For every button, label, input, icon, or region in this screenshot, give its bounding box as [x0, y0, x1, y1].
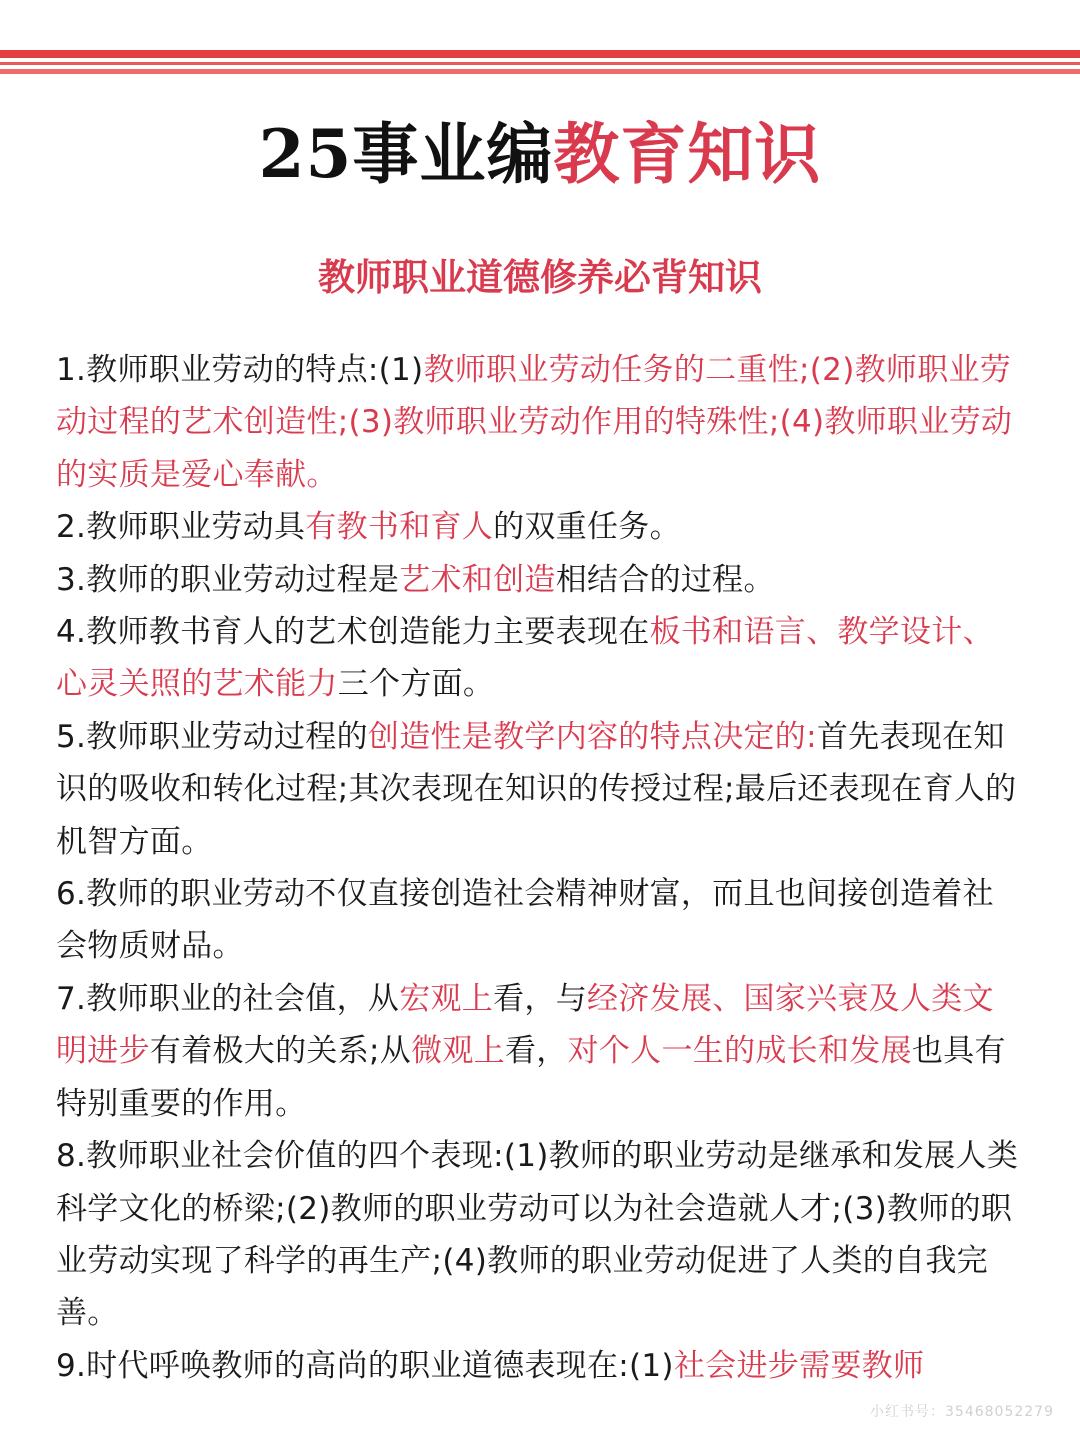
list-item — [56, 711, 1024, 868]
item-text: 6.教师的职业劳动不仅直接创造社会精神财富，而且也间接创造着社会物质财品。 — [56, 876, 994, 965]
item-text: 3.教师的职业劳动过程是 — [56, 561, 400, 598]
red-stripe — [0, 50, 1080, 58]
item-text: 有着极大的关系;从 — [149, 1033, 412, 1070]
list-item — [56, 973, 1024, 1130]
list-item — [56, 868, 1024, 973]
item-text: 1.教师职业劳动的特点:(1) — [56, 352, 424, 388]
page-title — [0, 112, 1080, 196]
list-item — [56, 606, 1024, 711]
red-stripe — [0, 62, 1080, 65]
item-text: 相结合的过程。 — [555, 561, 775, 598]
list-item — [56, 1340, 1024, 1392]
item-text: 9.时代呼唤教师的高尚的职业道德表现在:(1) — [56, 1347, 674, 1384]
item-highlight: 社会进步需要教师 — [673, 1347, 925, 1384]
item-highlight: 微观上 — [411, 1033, 505, 1070]
item-text: 首先表现在知识的吸收和转化过程;其次表现在知识的传授过程;最后还表现在育人的机智方面。 — [56, 718, 1017, 860]
item-highlight: 宏观上 — [399, 980, 494, 1017]
list-item — [56, 344, 1024, 501]
item-text: 的双重任务。 — [493, 509, 681, 546]
title-red-part: 教育知识 — [553, 115, 822, 193]
item-text: 2.教师职业劳动具 — [56, 509, 306, 546]
item-text: 也具有特别重要的作用。 — [56, 1033, 1006, 1122]
item-highlight: 板书和语言、教学设计、心灵关照的艺术能力 — [56, 614, 994, 703]
list-item — [56, 501, 1024, 553]
item-highlight: 经济发展、国家兴衰及人类文明进步 — [56, 980, 994, 1070]
item-highlight: 艺术和创造 — [399, 561, 556, 598]
header-stripes — [0, 0, 1080, 80]
item-highlight: 对个人一生的成长和发展 — [567, 1033, 912, 1070]
knowledge-list — [56, 344, 1024, 1392]
watermark: 小红书号：35468052279 — [870, 1404, 1054, 1420]
item-text: 三个方面。 — [337, 666, 495, 703]
page-subtitle: 教师职业道德修养必背知识 — [318, 256, 762, 299]
item-highlight: 有教书和育人 — [305, 509, 494, 546]
title-dark-part: 25事业编 — [258, 115, 554, 193]
red-stripe — [0, 69, 1080, 74]
list-item — [56, 554, 1024, 606]
list-item — [56, 1130, 1024, 1340]
item-highlight: 教师职业劳动任务的二重性;(2)教师职业劳动过程的艺术创造性;(3)教师职业劳动作用的特殊性;(4)教师职业劳动的实质是爱心奉献。 — [56, 352, 1013, 493]
item-text: 7.教师职业的社会值，从 — [56, 980, 400, 1017]
item-text: 4.教师教书育人的艺术创造能力主要表现在 — [56, 614, 650, 651]
item-text: 8.教师职业社会价值的四个表现:(1)教师的职业劳动是继承和发展人类科学文化的桥梁;(2)教师的职业劳动可以为社会造就人才;(3)教师的职业劳动实现了科学的再生产;(4)教师的职业劳动促进了人类的自我完善。 — [56, 1138, 1019, 1332]
item-text: 看，与 — [493, 980, 587, 1017]
item-text: 5.教师职业劳动过程的 — [56, 718, 368, 755]
item-highlight: 创造性是教学内容的特点决定的: — [367, 718, 817, 755]
item-text: 看， — [504, 1033, 568, 1070]
